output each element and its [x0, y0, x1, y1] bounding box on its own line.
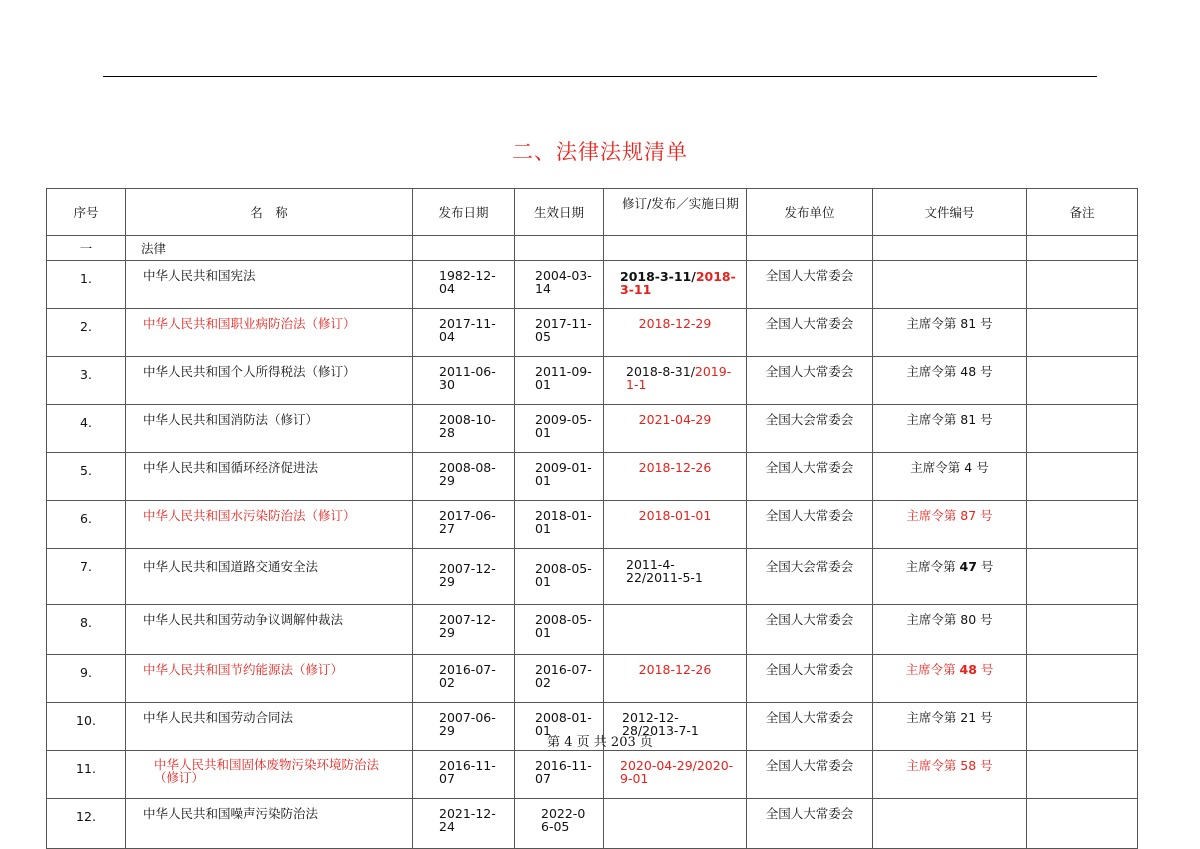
col-header-remark: 备注	[1027, 189, 1138, 236]
row-issuer: 全国人大常委会	[747, 799, 873, 849]
row-revision-date	[604, 605, 747, 655]
row-seq: 7.	[47, 549, 126, 605]
row-doc-no: 主席令第 87 号	[873, 501, 1027, 549]
table-row	[47, 799, 1138, 849]
row-doc-no	[873, 261, 1027, 309]
table-header-row	[47, 189, 1138, 236]
row-seq: 8.	[47, 605, 126, 655]
table-row	[47, 309, 1138, 357]
row-doc-no: 主席令第 80 号	[873, 605, 1027, 655]
row-revision-date: 2018-8-31/	[626, 364, 695, 379]
row-doc-no: 主席令第 48 号	[873, 655, 1027, 703]
row-effective-date: 2004-03-14	[535, 268, 592, 296]
row-doc-no: 主席令第 4 号	[873, 453, 1027, 501]
row-effective-date: 2018-01-01	[535, 508, 592, 536]
row-issuer: 全国大会常委会	[747, 549, 873, 605]
row-effective-date: 2008-05-01	[535, 561, 592, 589]
row-implementation-date: 2018-3-11	[620, 269, 736, 297]
table-row	[47, 357, 1138, 405]
row-seq: 10.	[47, 703, 126, 751]
row-seq: 2.	[47, 309, 126, 357]
row-publish-date: 2007-06-29	[439, 710, 496, 738]
row-issuer: 全国人大常委会	[747, 309, 873, 357]
row-doc-no: 主席令第 48 号	[873, 357, 1027, 405]
row-issuer: 全国人大常委会	[747, 357, 873, 405]
section-seq: 一	[47, 236, 126, 261]
row-publish-date: 2016-11-07	[439, 758, 496, 786]
row-name: 中华人民共和国水污染防治法（修订）	[126, 501, 413, 549]
col-header-doc-no: 文件编号	[873, 189, 1027, 236]
col-header-name: 名 称	[126, 189, 413, 236]
row-issuer: 全国大会常委会	[747, 405, 873, 453]
row-remark	[1027, 655, 1138, 703]
table-row	[47, 655, 1138, 703]
row-publish-date: 2008-10-28	[439, 412, 496, 440]
row-revision-date: 2018-3-11/	[620, 269, 696, 284]
row-remark	[1027, 453, 1138, 501]
row-remark	[1027, 405, 1138, 453]
col-header-revision-date: 修订/发布／实施日期	[604, 189, 747, 236]
row-name: 中华人民共和国劳动合同法	[126, 703, 413, 751]
row-remark	[1027, 549, 1138, 605]
row-name: 中华人民共和国个人所得税法（修订）	[126, 357, 413, 405]
row-name: 中华人民共和国循环经济促进法	[126, 453, 413, 501]
row-name: 中华人民共和国消防法（修订）	[126, 405, 413, 453]
row-effective-date: 2016-11-07	[535, 758, 592, 786]
table-row	[47, 605, 1138, 655]
table-row	[47, 261, 1138, 309]
row-publish-date: 2011-06-30	[439, 364, 496, 392]
row-publish-date: 2007-12-29	[439, 561, 496, 589]
row-name: 中华人民共和国噪声污染防治法	[126, 799, 413, 849]
row-name: 中华人民共和国道路交通安全法	[126, 549, 413, 605]
row-remark	[1027, 501, 1138, 549]
row-seq: 5.	[47, 453, 126, 501]
row-implementation-date: 2019-1-1	[626, 364, 732, 392]
row-issuer: 全国人大常委会	[747, 655, 873, 703]
row-revision-date: 2012-12-28/2013-7-1	[604, 703, 747, 751]
table-row	[47, 549, 1138, 605]
row-effective-date: 2009-05-01	[535, 412, 592, 440]
row-doc-no: 主席令第 47 号	[873, 549, 1027, 605]
row-revision-date	[604, 799, 747, 849]
table-row	[47, 751, 1138, 799]
row-revision-date: 2020-04-29/2020-9-01	[604, 751, 747, 799]
row-revision-date: 2018-12-26	[604, 655, 747, 703]
row-remark	[1027, 261, 1138, 309]
row-remark	[1027, 357, 1138, 405]
section-name: 法律	[126, 236, 413, 261]
row-issuer: 全国人大常委会	[747, 751, 873, 799]
row-doc-no: 主席令第 81 号	[873, 309, 1027, 357]
row-name: 中华人民共和国节约能源法（修订）	[126, 655, 413, 703]
row-issuer: 全国人大常委会	[747, 501, 873, 549]
row-seq: 11.	[47, 751, 126, 799]
row-revision-date: 2011-4-22/2011-5-1	[604, 549, 747, 605]
row-remark	[1027, 309, 1138, 357]
row-publish-date: 1982-12-04	[439, 268, 496, 296]
row-issuer: 全国人大常委会	[747, 453, 873, 501]
col-header-issuer: 发布单位	[747, 189, 873, 236]
row-effective-date: 2008-05-01	[535, 612, 592, 640]
row-name: 中华人民共和国固体废物污染环境防治法（修订）	[126, 751, 413, 799]
col-header-publish-date: 发布日期	[413, 189, 515, 236]
row-seq: 9.	[47, 655, 126, 703]
row-publish-date: 2017-11-04	[439, 316, 496, 344]
table-row	[47, 501, 1138, 549]
row-remark	[1027, 605, 1138, 655]
row-remark	[1027, 799, 1138, 849]
row-name: 中华人民共和国劳动争议调解仲裁法	[126, 605, 413, 655]
section-row	[47, 236, 1138, 261]
row-issuer: 全国人大常委会	[747, 261, 873, 309]
row-doc-no	[873, 799, 1027, 849]
row-effective-date: 2009-01-01	[535, 460, 592, 488]
row-effective-date: 2016-07-02	[535, 662, 592, 690]
row-issuer: 全国人大常委会	[747, 703, 873, 751]
col-header-seq: 序号	[47, 189, 126, 236]
row-effective-date: 2008-01-01	[535, 710, 592, 738]
row-seq: 3.	[47, 357, 126, 405]
table-row	[47, 453, 1138, 501]
row-effective-date: 2017-11-05	[535, 316, 592, 344]
row-effective-date: 2011-09-01	[535, 364, 592, 392]
row-doc-no: 主席令第 81 号	[873, 405, 1027, 453]
row-doc-no: 主席令第 58 号	[873, 751, 1027, 799]
row-issuer: 全国人大常委会	[747, 605, 873, 655]
row-seq: 1.	[47, 261, 126, 309]
row-effective-date: 2022-06-05	[541, 806, 586, 834]
row-revision-date: 2018-01-01	[604, 501, 747, 549]
row-seq: 4.	[47, 405, 126, 453]
row-seq: 12.	[47, 799, 126, 849]
row-name: 中华人民共和国宪法	[126, 261, 413, 309]
table-row	[47, 405, 1138, 453]
row-publish-date: 2008-08-29	[439, 460, 496, 488]
row-revision-date: 2018-12-29	[604, 309, 747, 357]
row-publish-date: 2017-06-27	[439, 508, 496, 536]
row-publish-date: 2021-12-24	[439, 806, 496, 834]
row-revision-date: 2018-12-26	[604, 453, 747, 501]
col-header-effective-date: 生效日期	[515, 189, 604, 236]
row-publish-date: 2016-07-02	[439, 662, 496, 690]
page-footer: 第 4 页 共 203 页	[547, 735, 653, 750]
row-seq: 6.	[47, 501, 126, 549]
row-revision-date: 2021-04-29	[604, 405, 747, 453]
header-rule	[103, 76, 1097, 77]
page-title: 二、法律法规清单	[512, 140, 688, 164]
row-name: 中华人民共和国职业病防治法（修订）	[126, 309, 413, 357]
row-doc-no: 主席令第 21 号	[873, 703, 1027, 751]
row-remark	[1027, 751, 1138, 799]
row-publish-date: 2007-12-29	[439, 612, 496, 640]
